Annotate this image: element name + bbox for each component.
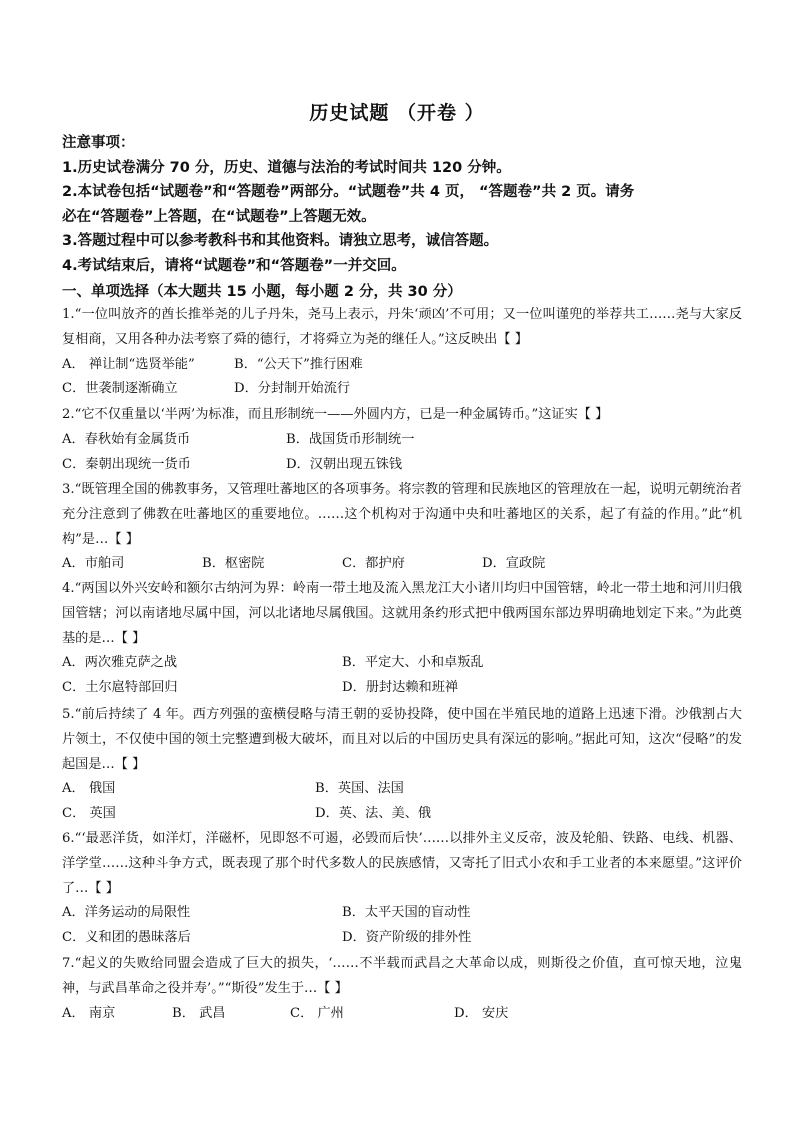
question-2 xyxy=(62,403,742,477)
question-stem: 5.“前后持续了 4 年。西方列强的蛮横侵略与清王朝的妥协投降，使中国在半殖民地的道路上迅速下滑。沙俄割占大片领土，不仅使中国的领土完整遭到极大破坏，而且对以后的中国历史具有深远的影响。”据此可知，这次“侵略”的发起国是…【 】 xyxy=(62,707,742,772)
question-stem: 1.“一位叫放齐的酋长推举尧的儿子丹朱，尧马上表示，丹朱‘顽凶’不可用；又一位叫谨兜的举荐共工……尧与大家反复相商，又用各种办法考察了舜的德行，才将舜立为尧的继任人。”这反映出【 】 xyxy=(62,307,742,347)
answer-bracket: 【 】 xyxy=(497,331,528,347)
answer-bracket: 【 】 xyxy=(577,407,609,422)
option-a: A．两次雅克萨之战 xyxy=(62,655,178,671)
question-stem: 4.“两国以外兴安岭和额尔古纳河为界：岭南一带土地及流入黑龙江大小诸川均归中国管辖，岭北一带土地和河川归俄国管辖；河以南诸地尽属中国，河以北诸地尽属俄国。这就用条约形式把中俄两国东部边界明确地划定下来。”为此奠基的是…【 】 xyxy=(62,581,742,646)
option-b: B． 武昌 xyxy=(172,1005,226,1021)
option-b: B．“公天下”推行困难 xyxy=(234,356,363,372)
notice-line: 2.本试卷包括“试题卷”和“答题卷”两部分。“试题卷”共 4 页， “答题卷”共 2 页。请务 xyxy=(62,184,635,200)
question-1 xyxy=(62,303,742,402)
answer-bracket: 【 】 xyxy=(114,630,146,646)
option-d: D．资产阶级的排外性 xyxy=(342,930,472,946)
option-a: A．市舶司 xyxy=(62,556,125,572)
option-a: A． 南京 xyxy=(62,1005,116,1021)
answer-bracket: 【 】 xyxy=(88,880,119,896)
question-stem: 7.“起义的失败给同盟会造成了巨大的损失，‘……不半载而武昌之大革命以成，则斯役之价值，直可惊天地，泣鬼神，与武昌革命之役并寿’。”“斯役”发生于…【 】 xyxy=(62,956,742,996)
answer-bracket: 【 】 xyxy=(114,756,146,772)
notice-line: 4.考试结束后，请将“试题卷”和“答题卷”一并交回。 xyxy=(62,257,406,274)
option-b: B．战国货币形制统一 xyxy=(286,431,415,447)
section-title: 一、单项选择（本大题共 15 小题，每小题 2 分，共 30 分） xyxy=(62,284,462,300)
option-b: B．太平天国的盲动性 xyxy=(342,905,471,921)
option-c: C．土尔扈特部回归 xyxy=(62,680,178,696)
option-d: D．英、法、美、俄 xyxy=(315,806,432,822)
answer-bracket: 【 】 xyxy=(317,980,348,996)
option-d: D．册封达赖和班禅 xyxy=(342,680,459,696)
option-c: C．都护府 xyxy=(342,556,405,572)
question-stem: 2.“它不仅重量以‘半两’为标准，而且形制统一——外圆内方，已是一种金属铸币。”这证实【 】 xyxy=(62,407,609,422)
question-6 xyxy=(62,827,742,951)
option-b: B．枢密院 xyxy=(202,556,265,572)
question-5 xyxy=(62,703,742,827)
notice-heading: 注意事项： xyxy=(62,135,135,151)
option-d: D．宣政院 xyxy=(482,556,546,572)
option-c: C．义和团的愚昧落后 xyxy=(62,930,191,946)
notice-line: 必在“答题卷”上答题，在“试题卷”上答题无效。 xyxy=(62,208,376,225)
option-c: C．秦朝出现统一货币 xyxy=(62,456,191,472)
option-a: A． 禅让制“选贤举能” xyxy=(62,356,195,372)
question-3 xyxy=(62,478,742,577)
option-d: D．分封制开始流行 xyxy=(234,381,351,397)
question-4 xyxy=(62,577,742,701)
option-c: C． 广州 xyxy=(290,1005,344,1021)
option-b: B．英国、法国 xyxy=(315,781,404,797)
page-title: 历史试题 （开卷 ） xyxy=(309,102,485,124)
notice-line: 1.历史试卷满分 70 分，历史、道德与法治的考试时间共 120 分钟。 xyxy=(62,159,511,176)
question-stem: 6.“‘最恶洋货，如洋灯，洋磁杯，见即怒不可遏，必毁而后快’……以排外主义反帝，波及轮船、铁路、电线、机器、洋学堂……这种斗争方式，既表现了那个时代多数人的民族感情，又寄托了旧式小农和手工业者的本来愿望。”这评价了…【 】 xyxy=(62,831,742,896)
notice-block xyxy=(62,131,742,278)
option-b: B．平定大、小和卓叛乱 xyxy=(342,655,484,671)
notice-line: 3.答题过程中可以参考教科书和其他资料。请独立思考，诚信答题。 xyxy=(62,233,499,249)
question-stem: 3.“既管理全国的佛教事务，又管理吐蕃地区的各项事务。将宗教的管理和民族地区的管理放在一起，说明元朝统治者充分注意到了佛教在吐蕃地区的重要地位。……这个机构对于沟通中央和吐蕃地区的关系，起了有益的作用。”此“机构”是…【 】 xyxy=(62,482,742,547)
option-c: C． 英国 xyxy=(62,806,116,822)
question-7 xyxy=(62,952,742,1026)
answer-bracket: 【 】 xyxy=(108,531,139,547)
option-c: C．世袭制逐渐确立 xyxy=(62,381,178,397)
option-a: A．洋务运动的局限性 xyxy=(62,905,191,921)
option-d: D． 安庆 xyxy=(454,1005,509,1021)
option-a: A． 俄国 xyxy=(62,781,116,797)
option-d: D．汉朝出现五铢钱 xyxy=(286,456,403,472)
option-a: A．春秋始有金属货币 xyxy=(62,431,191,447)
